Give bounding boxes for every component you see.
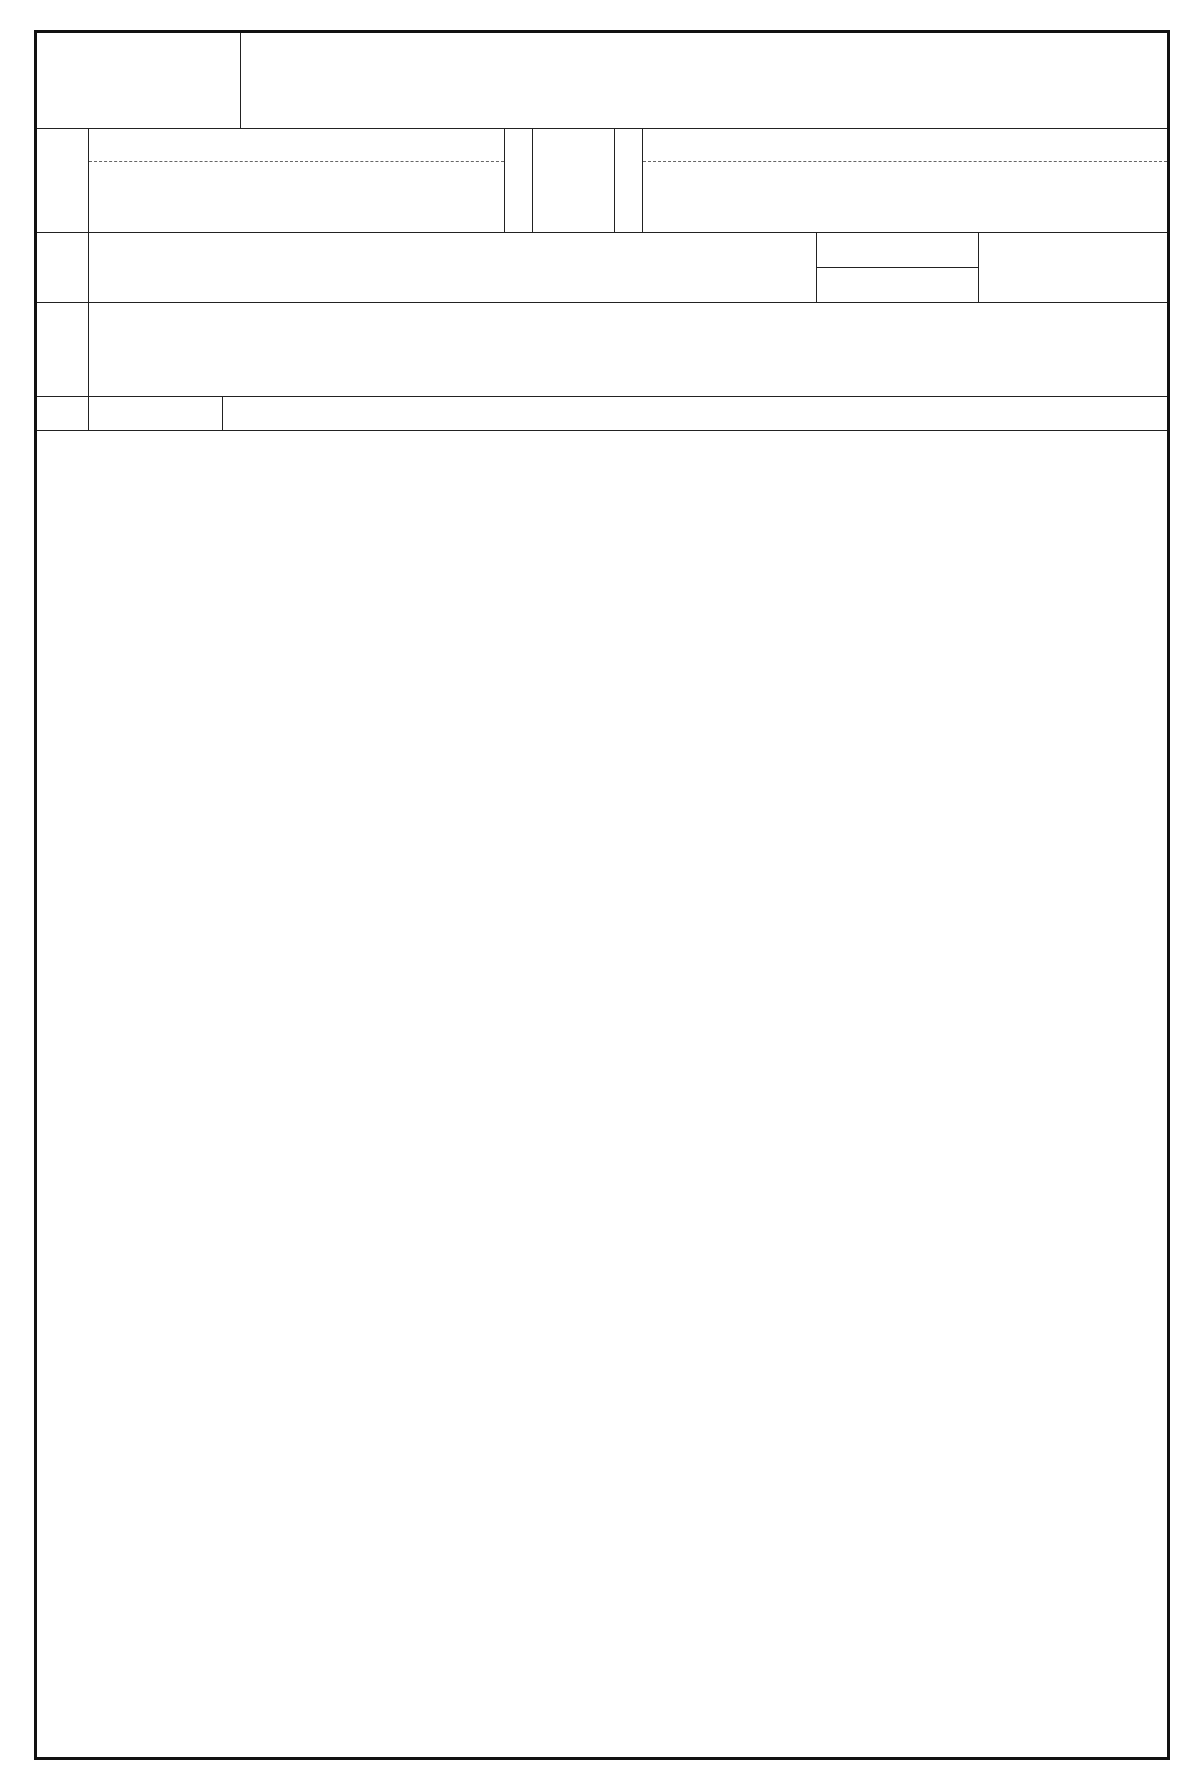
no-column-header xyxy=(37,397,89,431)
reception-date-box[interactable] xyxy=(37,33,241,129)
height-field[interactable] xyxy=(817,233,979,268)
age-label-cell xyxy=(505,129,533,233)
title-box xyxy=(241,33,1167,129)
constitution-section-header xyxy=(223,397,1167,431)
onset-field[interactable] xyxy=(979,233,1167,303)
kampo-assessment-form xyxy=(34,30,1170,1760)
weight-field[interactable] xyxy=(817,268,979,303)
complaint-field[interactable] xyxy=(89,233,817,303)
treatment-label-cell xyxy=(37,303,89,397)
name-field[interactable] xyxy=(89,129,505,233)
treatment-label-col2 xyxy=(64,305,86,395)
age-field[interactable] xyxy=(533,129,615,233)
name-label-cell xyxy=(37,129,89,233)
treatment-field[interactable] xyxy=(89,303,1167,397)
address-label-cell xyxy=(615,129,643,233)
item-column-header xyxy=(89,397,223,431)
complaint-label-cell xyxy=(37,233,89,303)
address-field[interactable] xyxy=(643,129,1167,233)
